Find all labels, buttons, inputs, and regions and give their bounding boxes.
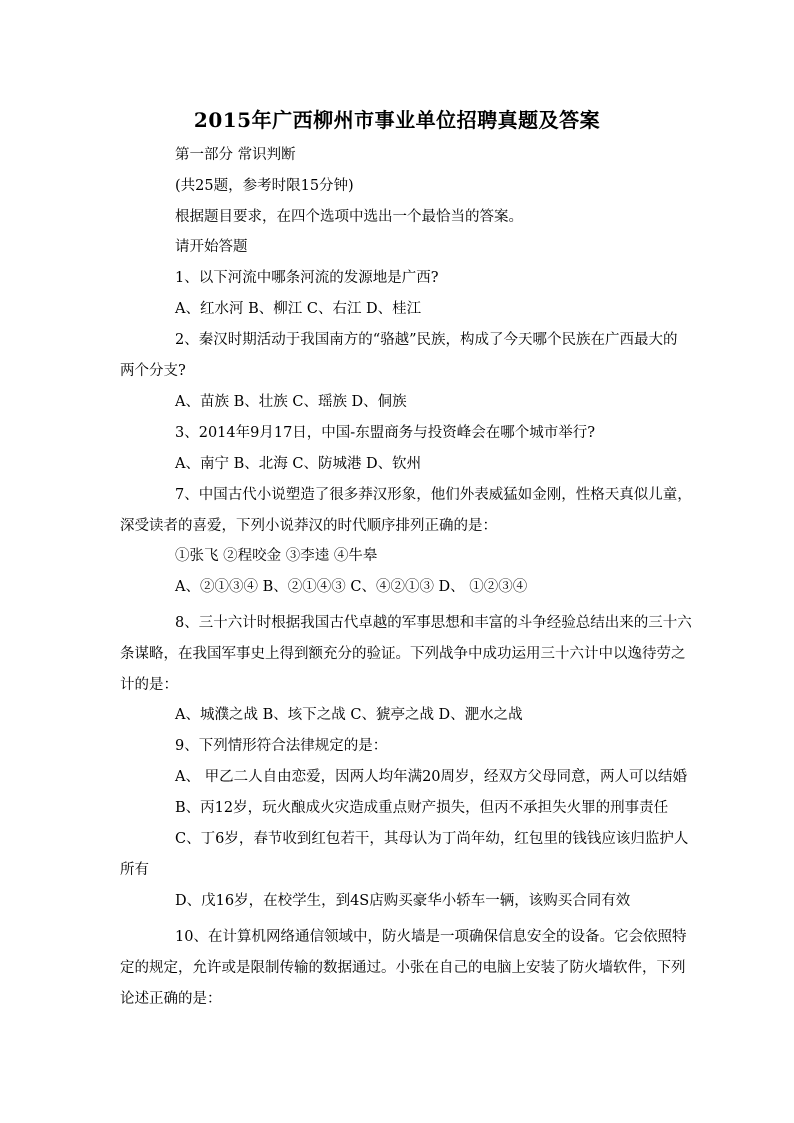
question-1: 1、以下河流中哪条河流的发源地是广西?	[175, 270, 439, 286]
question-9-option-c-continued: 所有	[120, 862, 149, 878]
question-7: 7、中国古代小说塑造了很多莽汉形象，他们外表威猛如金刚，性格天真似儿童，	[175, 487, 692, 503]
question-3-options: A、南宁 B、北海 C、防城港 D、钦州	[175, 456, 422, 472]
instruction-text: 根据题目要求，在四个选项中选出一个最恰当的答案。	[175, 209, 523, 225]
question-10-continued-2: 论述正确的是：	[120, 991, 222, 1007]
question-9: 9、下列情形符合法律规定的是：	[175, 738, 388, 754]
question-2: 2、秦汉时期活动于我国南方的“骆越”民族，构成了今天哪个民族在广西最大的	[175, 332, 678, 348]
start-prompt: 请开始答题	[175, 239, 248, 255]
question-2-options: A、苗族 B、壮族 C、瑶族 D、侗族	[175, 394, 407, 410]
question-9-option-c: C、丁6岁，春节收到红包若干，其母认为丁尚年幼，红包里的钱钱应该归监护人	[175, 831, 689, 847]
question-1-options: A、红水河 B、柳江 C、右江 D、桂江	[175, 301, 422, 317]
question-8-continued-2: 计的是：	[120, 677, 178, 693]
question-10-continued: 定的规定，允许或是限制传输的数据通过。小张在自己的电脑上安装了防火墙软件，下列	[120, 960, 686, 976]
question-9-option-d: D、戊16岁，在校学生，到4S店购买豪华小轿车一辆，该购买合同有效	[175, 893, 631, 909]
question-9-option-b: B、丙12岁，玩火酿成火灾造成重点财产损失，但丙不承担失火罪的刑事责任	[175, 800, 669, 816]
question-7-items: ①张飞 ②程咬金 ③李逵 ④牛皋	[175, 548, 378, 564]
question-8-options: A、城濮之战 B、垓下之战 C、猇亭之战 D、淝水之战	[175, 707, 523, 723]
question-7-continued: 深受读者的喜爱，下列小说莽汉的时代顺序排列正确的是：	[120, 518, 497, 534]
question-8: 8、三十六计时根据我国古代卓越的军事思想和丰富的斗争经验总结出来的三十六	[175, 615, 692, 631]
question-8-continued: 条谋略，在我国军事史上得到额充分的验证。下列战争中成功运用三十六计中以逸待劳之	[120, 646, 686, 662]
section-note: (共25题，参考时限15分钟)	[175, 178, 354, 194]
document-title: 2015年广西柳州市事业单位招聘真题及答案	[193, 108, 601, 132]
question-9-option-a: A、 甲乙二人自由恋爱，因两人均年满20周岁，经双方父母同意，两人可以结婚	[175, 769, 688, 785]
question-10: 10、在计算机网络通信领域中，防火墙是一项确保信息安全的设备。它会依照特	[175, 929, 687, 945]
question-7-options: A、②①③④ B、②①④③ C、④②①③ D、 ①②③④	[175, 579, 528, 595]
question-3: 3、2014年9月17日，中国-东盟商务与投资峰会在哪个城市举行?	[175, 425, 595, 441]
question-2-continued: 两个分支?	[120, 363, 186, 379]
section-heading: 第一部分 常识判断	[175, 147, 296, 163]
